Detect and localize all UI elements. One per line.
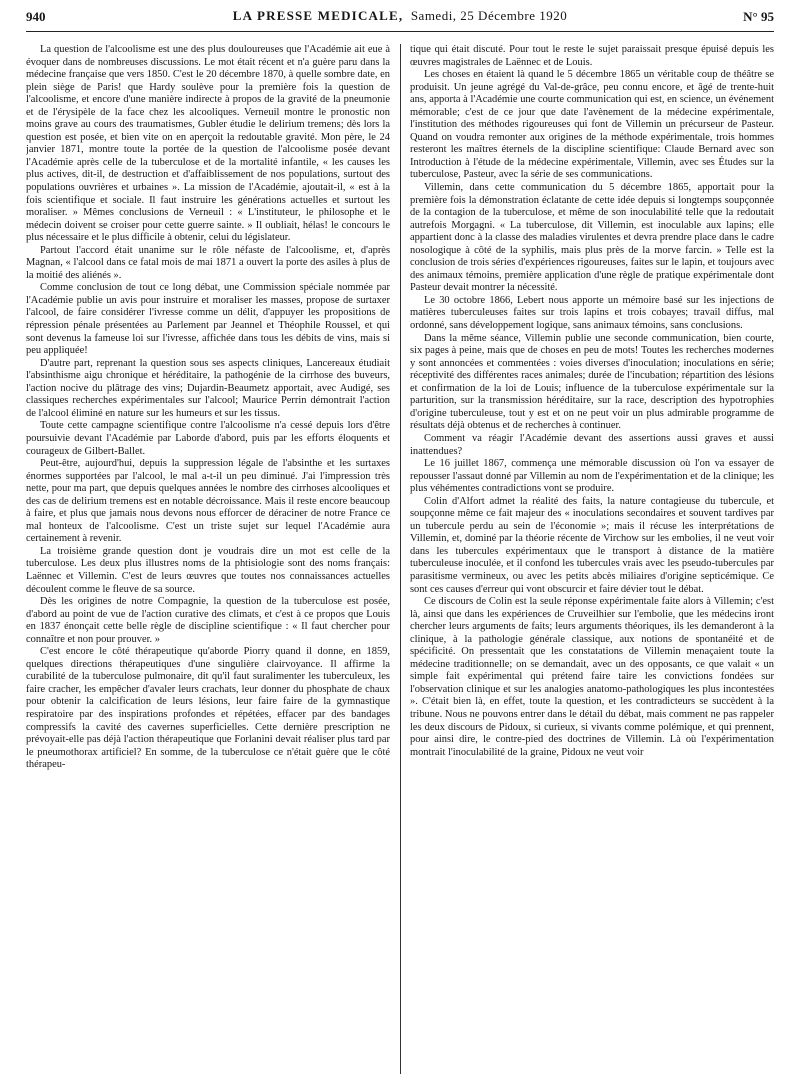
paragraph: C'est encore le côté thérapeutique qu'aborde Piorry quand il donne, en 1859, quelques directions thérapeutiques d'une singulière clairvoyance. Il affirme la curabilité de la tuberculose pulmonaire, dit qu'il faut suralimenter les tuberculeux, les faire cracher, les empêcher d'avaler leurs crachats, leur donner du phosphate de chaux pour obtenir la calcification de leurs lésions, leur faire faire de la gymnastique respiratoire par des inspirations profondes et répétées, effacer par des bandages compressifs la cavité des cavernes superficielles. Cette dernière prescription ne prévoyait-elle pas déjà l'action thérapeutique que Forlanini devait réaliser plus tard par le pneumothorax artificiel? En somme, de la tuberculose ce n'était guère que le côté thérapeu- bbox=[26, 646, 390, 771]
paragraph: Peut-être, aujourd'hui, depuis la suppression légale de l'absinthe et les surtaxes énormes supportées par l'alcool, le mal a-t-il un peu diminué. J'ai l'impression très nette, pour ma part, que depuis quelques années le nombre des cirrhoses alcooliques et des cas de delirium tremens est en notable décroissance. Mais il reste encore beaucoup à faire, et plus que jamais nous devons nous efforcer de déraciner de notre France ce mal honteux de l'alcoolisme. C'est un triste sujet sur lequel l'Académie aura certainement à revenir. bbox=[26, 458, 390, 545]
column-divider bbox=[400, 44, 401, 1074]
left-column bbox=[26, 44, 390, 1074]
issue-date: Samedi, 25 Décembre 1920 bbox=[410, 8, 568, 23]
issue-number: N° 95 bbox=[743, 9, 774, 24]
paragraph: La troisième grande question dont je voudrais dire un mot est celle de la tuberculose. Les deux plus illustres noms de la phtisiologie sont des noms français: Laënnec et Villemin. C'est de leurs œuvres que toutes nos connaissances actuelles découlent comme le fleuve de sa source. bbox=[26, 545, 390, 595]
running-header bbox=[26, 7, 774, 32]
paragraph: Les choses en étaient là quand le 5 décembre 1865 un véritable coup de théâtre se produisit. Un jeune agrégé du Val-de-grâce, peu connu encore, et âgé de trente-huit ans, apporta à l'Académie une courte communication qui est, en science, un événement mémorable; c'est de ce jour que date l'avènement de la médecine expérimentale, l'institution des méthodes rigoureuses qui font de Villemin un précurseur de Pasteur. Quand on voudra remonter aux origines de la méthode expérimentale, trois hommes resteront les maîtres éternels de la discipline scientifique: Claude Bernard avec son Introduction à l'étude de la médecine expérimentale, Villemin, avec ses Études sur la tuberculose, Pasteur, avec la série de ses communications. bbox=[410, 69, 774, 181]
paragraph: Le 30 octobre 1866, Lebert nous apporte un mémoire basé sur les injections de matières tuberculeuses faites sur trois lapins et trois cobayes; travail diffus, mal ordonné, sans développement logique, sans animaux témoins, sans conclusions. bbox=[410, 294, 774, 332]
paragraph: Colin d'Alfort admet la réalité des faits, la nature contagieuse du tubercule, et soupçonne même ce fait majeur des « inoculations secondaires et souvent tardives par un tubercule perdu au sein de l'économie »; mais il récuse les interprétations de Villemin, et, dominé par la théorie récente de Virchow sur les embolies, il ne veut voir dans les tubercules expérimentaux que le transport à distance de la matière tuberculeuse inoculée, et il confond les tubercules vrais avec les pseudo-tubercules par parasitisme vermineux, ou avec les petits abcès miliaires d'origine septicémique. Ce sont ces causes d'erreur qui vont obscurcir et faire dévier tout le débat. bbox=[410, 495, 774, 595]
paragraph: Le 16 juillet 1867, commença une mémorable discussion où l'on va essayer de repousser l'assaut donné par Villemin au nom de l'expérimentation et de la clinique; les plus véhémentes contradictions vont se produire. bbox=[410, 458, 774, 495]
paragraph: La question de l'alcoolisme est une des plus douloureuses que l'Académie ait eue à évoquer dans de nombreuses discussions. Le mot était récent et n'a guère paru dans la médecine française que vers 1850. C'est le 20 décembre 1870, à quelle sombre date, en plein siège de Paris! que Hardy soulève pour la première fois la question de l'alcoolisme, et encore d'une manière indirecte à propos de la gravité de la pneumonie et de l'érysipèle de la face chez les alcooliques. Verneuil montre le pronostic non moins grave au cours des traumatismes, Gubler étudie le delirium tremens; dès lors la question est posée, et bien vite on en aperçoit la redoutable gravité. Mon père, le 24 janvier 1871, montre toute la portée de la question de l'alcoolisme posée devant l'Académie après celle de la tuberculose et de la mortalité infantile, « les causes les plus actives, dit-il, de destruction et d'affaiblissement de nos populations, surtout des populations ouvrières et urbaines ». La mission de l'Académie, ajoutait-il, « est à la fois scientifique et sociale. Il faut instruire les générations actuelles et surtout les moraliser. » Mêmes conclusions de Verneuil : « L'instituteur, le philosophe et le médecin doivent se croiser pour cette guerre sainte. » Il oubliait, hélas! le concours le plus nécessaire et le plus difficile à obtenir, celui du législateur. bbox=[26, 44, 390, 244]
paragraph: Dans la même séance, Villemin publie une seconde communication, bien courte, six pages à peine, mais que de choses en peu de mots! Toutes les recherches modernes y sont annoncées et commentées : voies diverses d'inoculation; inoculations en série; réceptivité des différentes races animales; durée de l'incubation; répartition des lésions et confirmation de la loi de Louis; influence de la tuberculose expérimentale sur la parturition, sur la transmission héréditaire, sur la race, description des hypotrophies d'origine tuberculeuse, tout y est et on ne peut voir un plus admirable programme de résultats déjà obtenus et de recherches à continuer. bbox=[410, 332, 774, 432]
paragraph-continued: tique qui était discuté. Pour tout le reste le sujet paraissait presque épuisé depuis les œuvres magistrales de Laënnec et de Louis. bbox=[410, 44, 774, 68]
page-number: 940 bbox=[26, 9, 46, 24]
journal-masthead bbox=[26, 8, 774, 24]
paragraph: Villemin, dans cette communication du 5 décembre 1865, apportait pour la première fois la démonstration éclatante de cette idée depuis si longtemps soupçonnée de la contagion de la tuberculose, et même de son inoculabilité telle que la redoutait autrefois Morgagni. « La tuberculose, dit Villemin, est inoculable aux lapins; elle appartient donc à la classe des maladies virulentes et devra prendre place dans le cadre nosologique à côté de la syphilis, mais plus près de la morve farcin. » Telle est la conclusion de trois séries d'expériences rigoureuses, faites sur le lapin, et toujours avec des animaux témoins, première application d'une règle de pratique expérimentale dont Pasteur devait montrer la nécessité. bbox=[410, 182, 774, 294]
paragraph: Ce discours de Colin est la seule réponse expérimentale faite alors à Villemin; c'est là, ainsi que dans les expériences de Cruveilhier sur l'embolie, que les médecins iront chercher leurs arguments de faits; leurs arguments théoriques, ils les demanderont à la clinique, à la pathologie générale classique, aux notions de spontanéité et de spécificité. On pressentait que les constatations de Villemin menaçaient toute la médecine traditionnelle; on se demandait, avec un des opposants, ce que valait « un simple fait expérimental qui prétend faire taire les convictions fondées sur l'observation clinique et sur les analogies anatomo-pathologiques les plus incontestées ». C'était bien là, en effet, toute la question, et les contradicteurs se succèdent à la tribune. Nous ne pouvons entrer dans le détail du débat, mais comment ne pas rappeler les deux discours de Pidoux, si curieux, si vivants comme polémique, et qui prennent, pour ainsi dire, le contre-pied des doctrines de Villemin. Là où l'expérimentation montrait l'inoculabilité de la graine, Pidoux ne veut voir bbox=[410, 596, 774, 758]
paragraph: Partout l'accord était unanime sur le rôle néfaste de l'alcoolisme, et, d'après Magnan, « l'alcool dans ce fatal mois de mai 1871 a ouvert la porte des asiles à plus de la moitié des aliénés ». bbox=[26, 244, 390, 281]
journal-title: LA PRESSE MEDICALE, bbox=[232, 8, 404, 23]
right-column bbox=[410, 44, 774, 1074]
paragraph: D'autre part, reprenant la question sous ses aspects cliniques, Lancereaux étudiait l'absinthisme aigu chronique et héréditaire, la pathogénie de la cirrhose des buveurs, l'action nocive du plâtrage des vins; Dujardin-Beaumetz apportait, avec Audigé, ses classiques recherches expérimentales sur l'alcool; Maurice Perrin démontrait l'action de l'alcool éliminé en nature sur les humeurs et sur les tissus. bbox=[26, 357, 390, 419]
paragraph: Toute cette campagne scientifique contre l'alcoolisme n'a cessé depuis lors d'être poursuivie devant l'Académie par Laborde d'abord, puis par les efforts éloquents et courageux de Gilbert-Ballet. bbox=[26, 420, 390, 457]
paragraph: Dès les origines de notre Compagnie, la question de la tuberculose est posée, d'abord au point de vue de l'action curative des climats, et c'est à ce propos que Louis en 1837 énonçait cette belle règle de discipline scientifique : « Il faut chercher pour connaître et non pour prouver. » bbox=[26, 596, 390, 645]
paragraph: Comme conclusion de tout ce long débat, une Commission spéciale nommée par l'Académie publie un avis pour instruire et moraliser les masses, propose de surtaxer l'alcool, de faire considérer l'ivresse comme un délit, d'appuyer les propositions de répression pénale présentées au Parlement par Jeannel et Théophile Roussel, et qui sont devenus la fameuse loi sur l'ivresse, affichée dans tous les débits de vins, mais si peu appliquée! bbox=[26, 282, 390, 357]
paragraph: Comment va réagir l'Académie devant des assertions aussi graves et aussi inattendues? bbox=[410, 432, 774, 457]
